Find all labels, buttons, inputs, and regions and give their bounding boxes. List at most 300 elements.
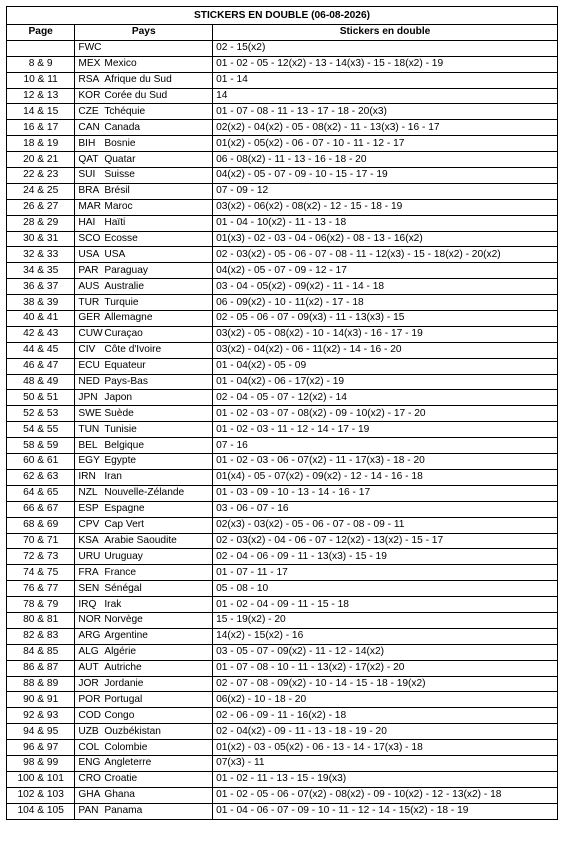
country-name: Autriche — [104, 662, 142, 674]
country-code: COL — [78, 741, 100, 753]
stickers-cell: 02 - 15(x2) — [213, 40, 558, 56]
stickers-cell: 02 - 07 - 08 - 09(x2) - 10 - 14 - 15 - 18 - 19(x2) — [213, 676, 558, 692]
country-name: Panama — [104, 805, 143, 817]
stickers-cell: 03 - 04 - 05(x2) - 09(x2) - 11 - 14 - 18 — [213, 279, 558, 295]
page-cell: 26 & 27 — [7, 199, 75, 215]
table-row — [7, 342, 558, 358]
country-code: UZB — [78, 725, 99, 737]
table-row — [7, 374, 558, 390]
stickers-cell: 14 — [213, 88, 558, 104]
country-name: Algérie — [104, 646, 137, 658]
country-cell — [75, 469, 213, 485]
country-cell — [75, 628, 213, 644]
country-name: Bosnie — [104, 137, 136, 149]
stickers-cell: 05 - 08 - 10 — [213, 581, 558, 597]
page-cell: 102 & 103 — [7, 787, 75, 803]
stickers-cell: 03 - 05 - 07 - 09(x2) - 11 - 12 - 14(x2) — [213, 644, 558, 660]
country-code: ENG — [78, 757, 101, 769]
page-cell: 30 & 31 — [7, 231, 75, 247]
page-cell: 18 & 19 — [7, 136, 75, 152]
country-code: NOR — [78, 614, 101, 626]
country-name: Brésil — [104, 185, 130, 197]
stickers-cell: 01(x3) - 02 - 03 - 04 - 06(x2) - 08 - 13 - 16(x2) — [213, 231, 558, 247]
country-cell — [75, 295, 213, 311]
stickers-cell: 02 - 06 - 09 - 11 - 16(x2) - 18 — [213, 708, 558, 724]
header-stickers: Stickers en double — [213, 25, 558, 41]
stickers-cell: 06 - 09(x2) - 10 - 11(x2) - 17 - 18 — [213, 295, 558, 311]
table-row — [7, 168, 558, 184]
table-row — [7, 247, 558, 263]
country-name: Sénégal — [104, 582, 142, 594]
page-cell: 90 & 91 — [7, 692, 75, 708]
country-code: AUS — [78, 280, 100, 292]
table-row — [7, 708, 558, 724]
country-name: Japon — [104, 391, 133, 403]
page-cell: 32 & 33 — [7, 247, 75, 263]
table-row — [7, 628, 558, 644]
country-code: NED — [78, 376, 100, 388]
country-cell — [75, 740, 213, 756]
country-code: ALG — [78, 646, 99, 658]
stickers-cell: 15 - 19(x2) - 20 — [213, 612, 558, 628]
sheet-title: STICKERS EN DOUBLE (06-08-2026) — [7, 7, 558, 25]
table-row — [7, 501, 558, 517]
table-row — [7, 565, 558, 581]
stickers-table — [6, 6, 558, 820]
header-country: Pays — [75, 25, 213, 41]
table-row — [7, 724, 558, 740]
country-cell — [75, 438, 213, 454]
country-cell — [75, 724, 213, 740]
country-name: Quatar — [104, 153, 136, 165]
table-row — [7, 279, 558, 295]
country-code: BIH — [78, 137, 96, 149]
country-name: Irak — [104, 598, 122, 610]
country-cell — [75, 263, 213, 279]
stickers-cell: 07(x3) - 11 — [213, 755, 558, 771]
page-cell: 8 & 9 — [7, 56, 75, 72]
country-cell — [75, 231, 213, 247]
table-row — [7, 771, 558, 787]
stickers-cell: 02 - 05 - 06 - 07 - 09(x3) - 11 - 13(x3) - 15 — [213, 311, 558, 327]
country-code: IRQ — [78, 598, 97, 610]
country-code: EGY — [78, 455, 100, 467]
country-code: COD — [78, 709, 101, 721]
country-code: ECU — [78, 360, 100, 372]
country-name: Equateur — [104, 360, 146, 372]
country-code: IRN — [78, 471, 96, 483]
country-code: URU — [78, 550, 101, 562]
country-cell — [75, 342, 213, 358]
stickers-cell: 01 - 04(x2) - 05 - 09 — [213, 358, 558, 374]
country-code: FRA — [78, 566, 99, 578]
country-name: Canada — [104, 121, 141, 133]
country-name: Portugal — [104, 693, 143, 705]
table-row — [7, 644, 558, 660]
country-code: KSA — [78, 534, 99, 546]
table-row — [7, 88, 558, 104]
table-row — [7, 549, 558, 565]
page-cell: 68 & 69 — [7, 517, 75, 533]
country-code: MEX — [78, 58, 101, 70]
country-cell — [75, 120, 213, 136]
table-row — [7, 199, 558, 215]
country-code: JOR — [78, 677, 99, 689]
stickers-cell: 07 - 09 - 12 — [213, 183, 558, 199]
table-row — [7, 422, 558, 438]
country-name: Mexico — [104, 58, 137, 70]
country-name: Côte d'Ivoire — [104, 344, 162, 356]
country-code: FWC — [78, 42, 102, 54]
table-row — [7, 215, 558, 231]
stickers-cell: 01(x4) - 05 - 07(x2) - 09(x2) - 12 - 14 - 16 - 18 — [213, 469, 558, 485]
stickers-cell: 02(x3) - 03(x2) - 05 - 06 - 07 - 08 - 09 - 11 — [213, 517, 558, 533]
page-cell: 74 & 75 — [7, 565, 75, 581]
stickers-cell: 01 - 07 - 08 - 10 - 11 - 13(x2) - 17(x2) - 20 — [213, 660, 558, 676]
country-cell — [75, 454, 213, 470]
country-name: Curaçao — [104, 328, 143, 340]
country-cell — [75, 358, 213, 374]
table-row — [7, 692, 558, 708]
stickers-cell: 03 - 06 - 07 - 16 — [213, 501, 558, 517]
stickers-cell: 01 - 04 - 10(x2) - 11 - 13 - 18 — [213, 215, 558, 231]
country-code: BEL — [78, 439, 98, 451]
table-row — [7, 485, 558, 501]
table-row — [7, 755, 558, 771]
country-cell — [75, 565, 213, 581]
country-name: Turquie — [104, 296, 139, 308]
country-code: MAR — [78, 201, 101, 213]
country-code: SWE — [78, 407, 102, 419]
page-cell: 34 & 35 — [7, 263, 75, 279]
stickers-cell: 04(x2) - 05 - 07 - 09 - 10 - 15 - 17 - 19 — [213, 168, 558, 184]
page-cell: 24 & 25 — [7, 183, 75, 199]
stickers-cell: 14(x2) - 15(x2) - 16 — [213, 628, 558, 644]
country-code: QAT — [78, 153, 99, 165]
country-cell — [75, 199, 213, 215]
stickers-cell: 02 - 04 - 06 - 09 - 11 - 13(x3) - 15 - 19 — [213, 549, 558, 565]
country-code: SEN — [78, 582, 100, 594]
country-name: Afrique du Sud — [104, 74, 172, 86]
stickers-cell: 04(x2) - 05 - 07 - 09 - 12 - 17 — [213, 263, 558, 279]
country-code: GER — [78, 312, 101, 324]
title-row — [7, 7, 558, 25]
country-cell — [75, 708, 213, 724]
header-row — [7, 25, 558, 41]
page-cell: 22 & 23 — [7, 168, 75, 184]
country-name: Colombie — [104, 741, 148, 753]
country-cell — [75, 692, 213, 708]
table-row — [7, 390, 558, 406]
stickers-cell: 06(x2) - 10 - 18 - 20 — [213, 692, 558, 708]
country-name: Congo — [104, 709, 135, 721]
stickers-cell: 01 - 02 - 03 - 06 - 07(x2) - 11 - 17(x3) - 18 - 20 — [213, 454, 558, 470]
country-name: Iran — [104, 471, 122, 483]
country-code: CRO — [78, 773, 101, 785]
country-code: CUW — [78, 328, 103, 340]
country-code: ESP — [78, 503, 99, 515]
stickers-cell: 03(x2) - 04(x2) - 06 - 11(x2) - 14 - 16 - 20 — [213, 342, 558, 358]
table-row — [7, 740, 558, 756]
page-cell: 40 & 41 — [7, 311, 75, 327]
country-cell — [75, 803, 213, 819]
page-cell: 54 & 55 — [7, 422, 75, 438]
country-cell — [75, 104, 213, 120]
header-page: Page — [7, 25, 75, 41]
country-cell — [75, 56, 213, 72]
stickers-cell: 01 - 02 - 03 - 07 - 08(x2) - 09 - 10(x2) - 17 - 20 — [213, 406, 558, 422]
stickers-cell: 01 - 02 - 05 - 06 - 07(x2) - 08(x2) - 09 - 10(x2) - 12 - 13(x2) - 18 — [213, 787, 558, 803]
country-cell — [75, 660, 213, 676]
country-name: Uruguay — [104, 550, 143, 562]
stickers-cell: 01 - 03 - 09 - 10 - 13 - 14 - 16 - 17 — [213, 485, 558, 501]
stickers-cell: 01 - 14 — [213, 72, 558, 88]
table-row — [7, 803, 558, 819]
table-row — [7, 597, 558, 613]
country-cell — [75, 390, 213, 406]
country-name: Corée du Sud — [104, 90, 168, 101]
stickers-cell: 07 - 16 — [213, 438, 558, 454]
stickers-cell: 02 - 04 - 05 - 07 - 12(x2) - 14 — [213, 390, 558, 406]
country-name: Angleterre — [104, 757, 152, 769]
table-row — [7, 152, 558, 168]
country-name: Pays-Bas — [104, 376, 148, 388]
stickers-sheet — [6, 6, 558, 820]
page-cell: 28 & 29 — [7, 215, 75, 231]
page-cell: 58 & 59 — [7, 438, 75, 454]
page-cell: 104 & 105 — [7, 803, 75, 819]
country-name: Nouvelle-Zélande — [104, 487, 185, 499]
stickers-cell: 01 - 02 - 03 - 11 - 12 - 14 - 17 - 19 — [213, 422, 558, 438]
table-row — [7, 454, 558, 470]
table-row — [7, 358, 558, 374]
country-code: ARG — [78, 630, 101, 642]
country-cell — [75, 501, 213, 517]
stickers-cell: 02 - 04(x2) - 09 - 11 - 13 - 18 - 19 - 20 — [213, 724, 558, 740]
country-cell — [75, 374, 213, 390]
stickers-cell: 01 - 04 - 06 - 07 - 09 - 10 - 11 - 12 - 14 - 15(x2) - 18 - 19 — [213, 803, 558, 819]
page-cell: 16 & 17 — [7, 120, 75, 136]
page-cell: 12 & 13 — [7, 88, 75, 104]
country-code: CZE — [78, 105, 99, 117]
country-code: TUN — [78, 423, 100, 435]
country-cell — [75, 644, 213, 660]
stickers-cell: 02(x2) - 04(x2) - 05 - 08(x2) - 11 - 13(x3) - 16 - 17 — [213, 120, 558, 136]
table-row — [7, 40, 558, 56]
country-cell — [75, 517, 213, 533]
page-cell: 96 & 97 — [7, 740, 75, 756]
country-name: Egypte — [104, 455, 137, 467]
country-cell — [75, 152, 213, 168]
country-cell — [75, 279, 213, 295]
country-cell — [75, 406, 213, 422]
country-name: Tchéquie — [104, 105, 146, 117]
country-cell — [75, 676, 213, 692]
page-cell — [7, 40, 75, 56]
page-cell: 50 & 51 — [7, 390, 75, 406]
page-cell: 14 & 15 — [7, 104, 75, 120]
country-cell — [75, 311, 213, 327]
stickers-cell: 03(x2) - 05 - 08(x2) - 10 - 14(x3) - 16 - 17 - 19 — [213, 326, 558, 342]
stickers-cell: 02 - 03(x2) - 05 - 06 - 07 - 08 - 11 - 12(x3) - 15 - 18(x2) - 20(x2) — [213, 247, 558, 263]
country-cell — [75, 168, 213, 184]
country-cell — [75, 755, 213, 771]
table-row — [7, 612, 558, 628]
table-row — [7, 104, 558, 120]
country-name: Allemagne — [104, 312, 153, 324]
table-row — [7, 581, 558, 597]
country-cell — [75, 597, 213, 613]
table-row — [7, 676, 558, 692]
page-cell: 80 & 81 — [7, 612, 75, 628]
page-cell: 10 & 11 — [7, 72, 75, 88]
page-cell: 66 & 67 — [7, 501, 75, 517]
table-row — [7, 326, 558, 342]
page-cell: 98 & 99 — [7, 755, 75, 771]
country-name: Ghana — [104, 789, 135, 801]
country-cell — [75, 612, 213, 628]
country-code: POR — [78, 693, 101, 705]
country-name: Haïti — [104, 217, 126, 229]
stickers-cell: 01 - 02 - 05 - 12(x2) - 13 - 14(x3) - 15 - 18(x2) - 19 — [213, 56, 558, 72]
country-code: PAN — [78, 805, 99, 817]
country-name: Suède — [104, 407, 134, 419]
country-code: TUR — [78, 296, 100, 308]
page-cell: 72 & 73 — [7, 549, 75, 565]
page-cell: 48 & 49 — [7, 374, 75, 390]
page-cell: 78 & 79 — [7, 597, 75, 613]
page-cell: 88 & 89 — [7, 676, 75, 692]
page-cell: 84 & 85 — [7, 644, 75, 660]
page-cell: 20 & 21 — [7, 152, 75, 168]
country-cell — [75, 485, 213, 501]
country-cell — [75, 136, 213, 152]
country-code: JPN — [78, 391, 98, 403]
page-cell: 82 & 83 — [7, 628, 75, 644]
country-name: Arabie Saoudite — [104, 534, 177, 546]
country-cell — [75, 533, 213, 549]
table-row — [7, 120, 558, 136]
page-cell: 52 & 53 — [7, 406, 75, 422]
page-cell: 92 & 93 — [7, 708, 75, 724]
stickers-cell: 02 - 03(x2) - 04 - 06 - 07 - 12(x2) - 13(x2) - 15 - 17 — [213, 533, 558, 549]
country-cell — [75, 787, 213, 803]
page-cell: 46 & 47 — [7, 358, 75, 374]
table-row — [7, 56, 558, 72]
stickers-cell: 01 - 02 - 11 - 13 - 15 - 19(x3) — [213, 771, 558, 787]
country-cell — [75, 581, 213, 597]
country-code: RSA — [78, 74, 100, 86]
country-code: USA — [78, 248, 100, 260]
table-row — [7, 406, 558, 422]
page-cell: 42 & 43 — [7, 326, 75, 342]
country-code: AUT — [78, 662, 99, 674]
page-cell: 60 & 61 — [7, 454, 75, 470]
country-code: BRA — [78, 185, 100, 197]
stickers-cell: 03(x2) - 06(x2) - 08(x2) - 12 - 15 - 18 - 19 — [213, 199, 558, 215]
country-name: Norvège — [104, 614, 143, 626]
country-code: SUI — [78, 169, 96, 181]
country-name: Jordanie — [104, 677, 144, 689]
table-row — [7, 660, 558, 676]
country-cell — [75, 549, 213, 565]
country-cell — [75, 326, 213, 342]
page-cell: 44 & 45 — [7, 342, 75, 358]
country-code: GHA — [78, 789, 101, 801]
country-name: Argentine — [104, 630, 148, 642]
country-cell — [75, 72, 213, 88]
country-name: Ecosse — [104, 233, 138, 245]
country-code: CAN — [78, 121, 100, 133]
table-row — [7, 787, 558, 803]
table-row — [7, 438, 558, 454]
page-cell: 70 & 71 — [7, 533, 75, 549]
country-code: PAR — [78, 264, 99, 276]
stickers-cell: 01(x2) - 05(x2) - 06 - 07 - 10 - 11 - 12 - 17 — [213, 136, 558, 152]
country-name: Ouzbékistan — [104, 725, 161, 737]
country-code: NZL — [78, 487, 98, 499]
page-cell: 36 & 37 — [7, 279, 75, 295]
country-code: HAI — [78, 217, 96, 229]
stickers-cell: 01(x2) - 03 - 05(x2) - 06 - 13 - 14 - 17(x3) - 18 — [213, 740, 558, 756]
stickers-cell: 01 - 07 - 11 - 17 — [213, 565, 558, 581]
country-cell — [75, 247, 213, 263]
country-name: Maroc — [104, 201, 133, 213]
country-code: CPV — [78, 519, 100, 531]
page-cell: 38 & 39 — [7, 295, 75, 311]
page-cell: 62 & 63 — [7, 469, 75, 485]
page-cell: 76 & 77 — [7, 581, 75, 597]
country-name: France — [104, 566, 137, 578]
country-name: Espagne — [104, 503, 145, 515]
country-name: USA — [104, 248, 126, 260]
page-cell: 100 & 101 — [7, 771, 75, 787]
table-body — [7, 40, 558, 819]
country-cell — [75, 422, 213, 438]
table-row — [7, 72, 558, 88]
page-cell: 64 & 65 — [7, 485, 75, 501]
table-row — [7, 533, 558, 549]
country-name: Belgique — [104, 439, 144, 451]
table-row — [7, 311, 558, 327]
country-name: Paraguay — [104, 264, 148, 276]
country-code: SCO — [78, 233, 101, 245]
stickers-cell: 01 - 02 - 04 - 09 - 11 - 15 - 18 — [213, 597, 558, 613]
country-name: Australie — [104, 280, 144, 292]
country-cell — [75, 88, 213, 104]
country-code: CIV — [78, 344, 96, 356]
table-row — [7, 231, 558, 247]
country-name: Tunisie — [104, 423, 137, 435]
country-name: Croatie — [104, 773, 138, 785]
country-name: Cap Vert — [104, 519, 144, 531]
table-row — [7, 263, 558, 279]
country-code: KOR — [78, 90, 101, 101]
stickers-cell: 06 - 08(x2) - 11 - 13 - 16 - 18 - 20 — [213, 152, 558, 168]
country-name: Suisse — [104, 169, 135, 181]
stickers-cell: 01 - 04(x2) - 06 - 17(x2) - 19 — [213, 374, 558, 390]
table-row — [7, 183, 558, 199]
stickers-cell: 01 - 07 - 08 - 11 - 13 - 17 - 18 - 20(x3) — [213, 104, 558, 120]
table-row — [7, 136, 558, 152]
page-cell: 94 & 95 — [7, 724, 75, 740]
country-cell — [75, 215, 213, 231]
country-cell — [75, 183, 213, 199]
country-cell — [75, 40, 213, 56]
country-cell — [75, 771, 213, 787]
table-row — [7, 295, 558, 311]
table-row — [7, 517, 558, 533]
